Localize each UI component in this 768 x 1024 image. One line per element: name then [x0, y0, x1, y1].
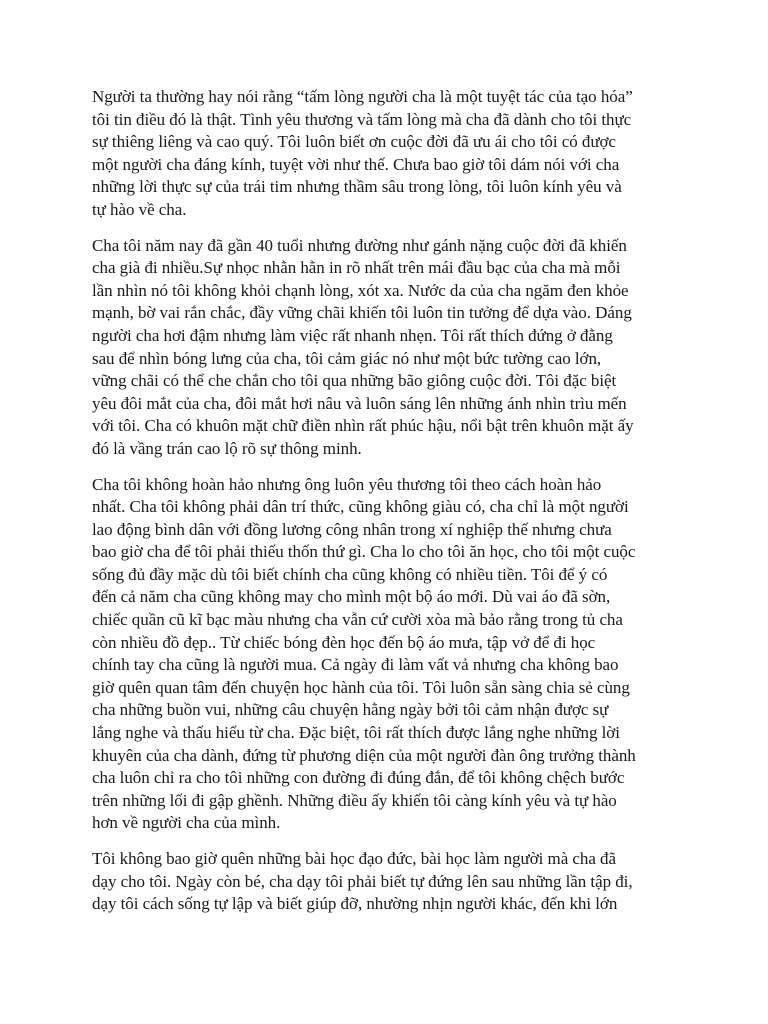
document-body [92, 86, 684, 929]
text-line: chính tay cha cũng là người mua. Cả ngày đi làm vất vả nhưng cha không bao [92, 655, 619, 675]
paragraph-4 [92, 848, 684, 916]
text-line: trên những lối đi gập ghềnh. Những điều ấy khiến tôi càng kính yêu và tự hào [92, 790, 617, 810]
paragraph-1 [92, 86, 684, 222]
text-line: yêu đôi mắt của cha, đôi mắt hơi nâu và luôn sáng lên những ánh nhìn trìu mến [92, 393, 627, 413]
text-line: còn nhiều đồ đẹp.. Từ chiếc bóng đèn học đến bộ áo mưa, tập vở để đi học [92, 632, 596, 652]
text-line: những lời thực sự của trái tim nhưng thầm sâu trong lòng, tôi luôn kính yêu và [92, 177, 622, 197]
text-line: sống đủ đầy mặc dù tôi biết chính cha cũng không có nhiều tiền. Tôi để ý có [92, 564, 608, 584]
text-line: chiếc quần cũ kĩ bạc màu nhưng cha vẫn cứ cười xòa mà bảo rằng trong tủ cha [92, 610, 623, 630]
text-line: tự hào về cha. [92, 199, 187, 219]
text-line: đó là vầng trán cao lộ rõ sự thông minh. [92, 438, 362, 458]
text-line: sau để nhìn bóng lưng của cha, tôi cảm giác nó như một bức tường cao lớn, [92, 348, 602, 368]
text-line: mạnh, bờ vai rắn chắc, đầy vững chãi khiến tôi luôn tin tưởng để dựa vào. Dáng [92, 303, 632, 323]
text-line: một người cha đáng kính, tuyệt vời như thế. Chưa bao giờ tôi dám nói với cha [92, 154, 620, 174]
text-line: với tôi. Cha có khuôn mặt chữ điền nhìn rất phúc hậu, nổi bật trên khuôn mặt ấy [92, 416, 634, 436]
text-line: bao giờ cha để tôi phải thiếu thốn thứ gì. Cha lo cho tôi ăn học, cho tôi một cuộc [92, 542, 636, 562]
text-line: Cha tôi năm nay đã gần 40 tuổi nhưng đường như gánh nặng cuộc đời đã khiến [92, 235, 627, 255]
text-line: Tôi không bao giờ quên những bài học đạo đức, bài học làm người mà cha đã [92, 849, 616, 868]
text-line: hơn về người cha của mình. [92, 813, 281, 833]
text-line: lao động bình dân với đồng lương công nhân trong xí nghiệp thế nhưng chưa [92, 519, 612, 539]
text-line: cha những buồn vui, những câu chuyện hằng ngày bởi tôi cảm nhận được sự [92, 700, 609, 720]
text-line: đến cả năm cha cũng không may cho mình một bộ áo mới. Dù vai áo đã sờn, [92, 587, 611, 607]
text-line: lần nhìn nó tôi không khỏi chạnh lòng, xót xa. Nước da của cha ngăm đen khỏe [92, 280, 629, 300]
text-line: nhất. Cha tôi không phải dân trí thức, cũng không giàu có, cha chỉ là một người [92, 497, 629, 517]
text-line: người cha hơi đậm nhưng làm việc rất nhanh nhẹn. Tôi rất thích đứng ở đằng [92, 325, 613, 345]
paragraph-2 [92, 235, 684, 461]
text-line: vững chãi có thể che chắn cho tôi qua những bão giông cuộc đời. Tôi đặc biệt [92, 371, 617, 391]
text-line: sự thiêng liêng và cao quý. Tôi luôn biết ơn cuộc đời đã ưu ái cho tôi có được [92, 132, 616, 152]
text-line: khuyên của cha dành, đứng từ phương diện của một người đàn ông trưởng thành [92, 745, 636, 765]
text-line: Người ta thường hay nói rằng “tấm lòng người cha là một tuyệt tác của tạo hóa” [92, 87, 633, 106]
text-line: Cha tôi không hoàn hảo nhưng ông luôn yêu thương tôi theo cách hoàn hảo [92, 474, 602, 494]
text-line: lắng nghe và thấu hiểu từ cha. Đặc biệt, tôi rất thích được lắng nghe những lời [92, 723, 620, 743]
text-line: cha già đi nhiều.Sự nhọc nhằn hằn in rõ nhất trên mái đầu bạc của cha mà mỗi [92, 258, 621, 278]
text-line: dạy tôi cách sống tự lập và biết giúp đỡ, nhường nhịn người khác, đến khi lớn [92, 894, 618, 914]
text-line: giờ quên quan tâm đến chuyện học hành của tôi. Tôi luôn sẵn sàng chia sẻ cùng [92, 677, 630, 697]
text-line: tôi tin điều đó là thật. Tình yêu thương và tấm lòng mà cha đã dành cho tôi thực [92, 109, 632, 129]
text-line: dạy cho tôi. Ngày còn bé, cha dạy tôi phải biết tự đứng lên sau những lần tập đi, [92, 871, 633, 891]
paragraph-3 [92, 474, 684, 836]
text-line: cha luôn chỉ ra cho tôi những con đường đi đúng đắn, để tôi không chệch bước [92, 768, 625, 788]
